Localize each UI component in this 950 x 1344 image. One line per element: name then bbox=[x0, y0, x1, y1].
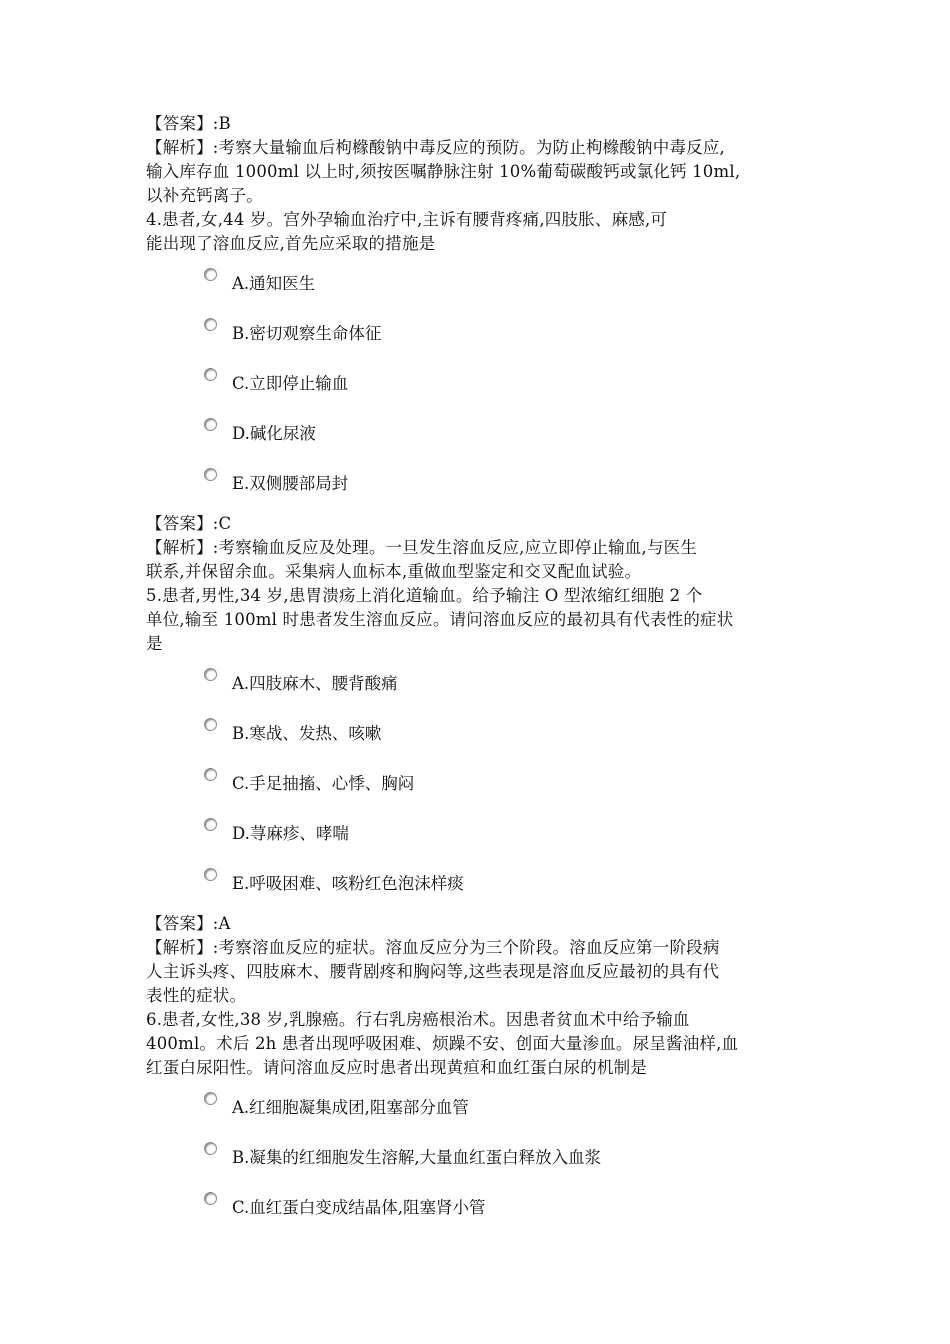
option-label: C.血红蛋白变成结晶体,阻塞肾小管 bbox=[232, 1198, 486, 1217]
answer-option[interactable] bbox=[146, 762, 826, 812]
radio-button-icon[interactable] bbox=[204, 668, 217, 681]
text-line: 以补充钙离子。 bbox=[146, 186, 263, 205]
text-line: 是 bbox=[146, 634, 163, 653]
option-label: C.立即停止输血 bbox=[232, 374, 349, 393]
text-line: 单位,输至 100ml 时患者发生溶血反应。请问溶血反应的最初具有代表性的症状 bbox=[146, 610, 734, 629]
radio-button-icon[interactable] bbox=[204, 1142, 217, 1155]
option-list bbox=[146, 662, 826, 912]
radio-button-icon[interactable] bbox=[204, 268, 217, 281]
text-paragraph bbox=[146, 112, 826, 136]
text-line: 6.患者,女性,38 岁,乳腺癌。行右乳房癌根治术。因患者贫血术中给予输血 bbox=[146, 1010, 690, 1029]
option-label: C.手足抽搐、心悸、胸闷 bbox=[232, 774, 415, 793]
radio-button-icon[interactable] bbox=[204, 318, 217, 331]
text-paragraph bbox=[146, 136, 826, 208]
radio-button-icon[interactable] bbox=[204, 768, 217, 781]
text-line: 输入库存血 1000ml 以上时,须按医嘱静脉注射 10%葡萄碳酸钙或氯化钙 10ml, bbox=[146, 162, 741, 181]
text-paragraph bbox=[146, 512, 826, 536]
radio-button-icon[interactable] bbox=[204, 418, 217, 431]
option-label: D.荨麻疹、哮喘 bbox=[232, 824, 349, 843]
text-line: 4.患者,女,44 岁。宫外孕输血治疗中,主诉有腰背疼痛,四肢胀、麻感,可 bbox=[146, 210, 668, 229]
answer-option[interactable] bbox=[146, 662, 826, 712]
radio-button-icon[interactable] bbox=[204, 1092, 217, 1105]
radio-button-icon[interactable] bbox=[204, 868, 217, 881]
text-paragraph bbox=[146, 936, 826, 1008]
radio-button-icon[interactable] bbox=[204, 368, 217, 381]
text-paragraph bbox=[146, 1008, 826, 1080]
text-paragraph bbox=[146, 208, 826, 256]
answer-option[interactable] bbox=[146, 1136, 826, 1186]
option-label: A.四肢麻木、腰背酸痛 bbox=[232, 674, 398, 693]
answer-option[interactable] bbox=[146, 312, 826, 362]
option-label: A.红细胞凝集成团,阻塞部分血管 bbox=[232, 1098, 469, 1117]
radio-button-icon[interactable] bbox=[204, 718, 217, 731]
answer-option[interactable] bbox=[146, 1086, 826, 1136]
text-line: 【答案】:C bbox=[146, 514, 232, 533]
option-list bbox=[146, 262, 826, 512]
answer-option[interactable] bbox=[146, 862, 826, 912]
text-line: 联系,并保留余血。采集病人血标本,重做血型鉴定和交叉配血试验。 bbox=[146, 562, 642, 581]
document-page bbox=[146, 112, 826, 1236]
text-line: 【解析】:考察输血反应及处理。一旦发生溶血反应,应立即停止输血,与医生 bbox=[146, 538, 698, 557]
text-paragraph bbox=[146, 584, 826, 656]
text-line: 5.患者,男性,34 岁,患胃溃疡上消化道输血。给予输注 O 型浓缩红细胞 2 个 bbox=[146, 586, 703, 605]
option-list bbox=[146, 1086, 826, 1236]
answer-option[interactable] bbox=[146, 462, 826, 512]
option-label: E.呼吸困难、咳粉红色泡沫样痰 bbox=[232, 874, 464, 893]
radio-button-icon[interactable] bbox=[204, 1192, 217, 1205]
option-label: E.双侧腰部局封 bbox=[232, 474, 349, 493]
option-label: B.凝集的红细胞发生溶解,大量血红蛋白释放入血浆 bbox=[232, 1148, 602, 1167]
answer-option[interactable] bbox=[146, 262, 826, 312]
text-line: 【解析】:考察大量输血后枸橼酸钠中毒反应的预防。为防止枸橼酸钠中毒反应, bbox=[146, 138, 726, 157]
text-paragraph bbox=[146, 536, 826, 584]
text-line: 能出现了溶血反应,首先应采取的措施是 bbox=[146, 234, 436, 253]
answer-option[interactable] bbox=[146, 712, 826, 762]
radio-button-icon[interactable] bbox=[204, 818, 217, 831]
text-line: 红蛋白尿阳性。请问溶血反应时患者出现黄疸和血红蛋白尿的机制是 bbox=[146, 1058, 647, 1077]
text-paragraph bbox=[146, 912, 826, 936]
option-label: B.密切观察生命体征 bbox=[232, 324, 382, 343]
answer-option[interactable] bbox=[146, 362, 826, 412]
option-label: A.通知医生 bbox=[232, 274, 316, 293]
answer-option[interactable] bbox=[146, 1186, 826, 1236]
text-line: 人主诉头疼、四肢麻木、腰背剧疼和胸闷等,这些表现是溶血反应最初的具有代 bbox=[146, 962, 720, 981]
option-label: B.寒战、发热、咳嗽 bbox=[232, 724, 382, 743]
answer-option[interactable] bbox=[146, 812, 826, 862]
text-line: 【答案】:A bbox=[146, 914, 231, 933]
text-line: 【答案】:B bbox=[146, 114, 231, 133]
text-line: 【解析】:考察溶血反应的症状。溶血反应分为三个阶段。溶血反应第一阶段病 bbox=[146, 938, 720, 957]
radio-button-icon[interactable] bbox=[204, 468, 217, 481]
option-label: D.碱化尿液 bbox=[232, 424, 316, 443]
text-line: 表性的症状。 bbox=[146, 986, 247, 1005]
answer-option[interactable] bbox=[146, 412, 826, 462]
text-line: 400ml。术后 2h 患者出现呼吸困难、烦躁不安、创面大量渗血。尿呈酱油样,血 bbox=[146, 1034, 739, 1053]
